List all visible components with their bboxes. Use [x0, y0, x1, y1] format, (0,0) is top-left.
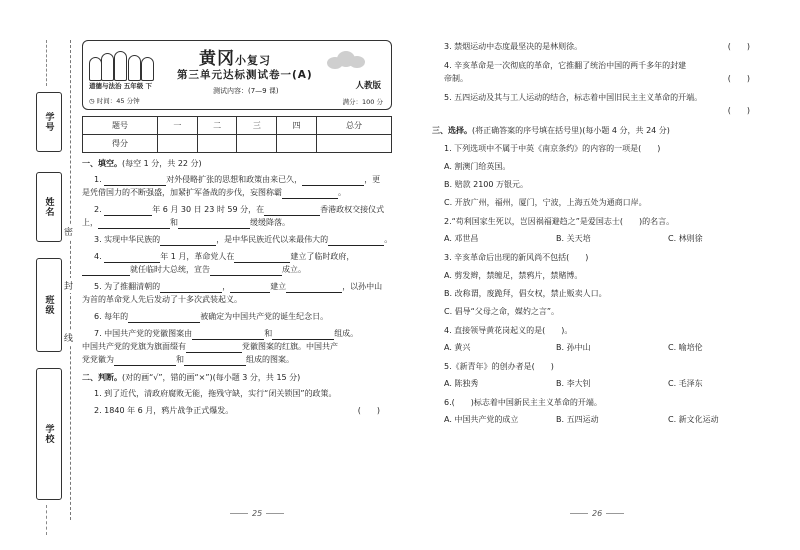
choice-q4-option-c[interactable]: C. 喻培伦	[668, 343, 703, 352]
answer-blank[interactable]	[160, 235, 216, 246]
choice-q6-stem: 6.( )标志着中国新民主主义革命的开端。	[444, 398, 602, 407]
choice-q3-option-b[interactable]: B. 改称谓，废跪拜，倡女权，禁止贩卖人口。	[444, 289, 607, 298]
answer-paren[interactable]: ( )	[727, 42, 750, 51]
children-illustration	[87, 45, 161, 81]
question-7-cont: 中国共产党的党旗为旗面缀有 党徽图案的红旗。中国共产	[82, 342, 338, 351]
judge-item-5: 5. 五四运动及其与工人运动的结合，标志着中国旧民主主义革命的开端。	[444, 93, 703, 102]
answer-blank[interactable]	[286, 282, 342, 293]
question-5-cont: 为首的革命党人先后发动了十多次武装起义。	[82, 295, 242, 304]
subject-grade: 道德与法治 五年级 下	[89, 82, 153, 90]
question-2-cont: 上， 和 缓缓降落。	[82, 218, 290, 227]
class-box	[36, 258, 62, 352]
judge-item-1: 1. 到了近代，清政府腐败无能，拖残守缺，实行“闭关锁国”的政策。	[94, 389, 337, 398]
edition-label: 人教版	[355, 81, 381, 91]
full-score: 满分：100 分	[342, 98, 383, 106]
choice-q1-stem: 1. 下列选项中不属于中英《南京条约》的内容的一项是( )	[444, 144, 661, 153]
answer-paren[interactable]: ( )	[727, 106, 750, 115]
score-table-score-row: 得分	[83, 135, 392, 153]
time-limit: ◷ 时间：45 分钟	[89, 97, 140, 105]
cloud-icon	[327, 51, 365, 69]
question-4-cont: 就任临时大总统，宣告 成立。	[82, 263, 392, 276]
cut-dash	[46, 505, 47, 535]
choice-q4-stem: 4. 直接领导黄花岗起义的是( )。	[444, 326, 573, 335]
answer-blank[interactable]	[184, 355, 246, 366]
section-choice-heading: 三、选择。(将正确答案的序号填在括号里)(每小题 4 分，共 24 分)	[432, 126, 670, 135]
score-cell[interactable]	[277, 135, 317, 153]
answer-blank[interactable]	[282, 188, 338, 199]
question-7-cont: 党党徽为 和 组成的图案。	[82, 355, 294, 364]
judge-item-5-paren-row	[432, 104, 762, 117]
seal-char: 封	[64, 278, 73, 293]
choice-q5-option-a[interactable]: A. 陈独秀	[444, 379, 479, 388]
section-fill-blank-heading: 一、填空。(每空 1 分，共 22 分)	[82, 159, 202, 168]
judge-item-3: 3. 禁烟运动中态度最坚决的是林则徐。 ( )	[444, 42, 750, 51]
answer-blank[interactable]	[234, 252, 290, 263]
answer-blank[interactable]	[302, 175, 364, 186]
answer-blank[interactable]	[160, 282, 222, 293]
test-scope: 测试内容：(7—9 课)	[213, 87, 279, 95]
choice-q3-stem: 3. 辛亥革命后出现的新风尚不包括( )	[444, 253, 589, 262]
answer-blank[interactable]	[230, 282, 270, 293]
answer-blank[interactable]	[82, 265, 130, 276]
answer-blank[interactable]	[114, 355, 176, 366]
question-1-cont: 是凭借国力的不断强盛，加紧扩军备战的步伐，妄图称霸 。	[82, 188, 346, 197]
judge-item-4: 4. 辛亥革命是一次彻底的革命，它推翻了统治中国的两千多年的封建	[444, 61, 687, 70]
choice-q4-option-a[interactable]: A. 黄兴	[444, 343, 471, 352]
binding-strip	[0, 0, 72, 550]
choice-q2-options	[432, 232, 762, 245]
choice-q6-options	[432, 413, 762, 426]
judge-item-2: 2. 1840 年 6 月，鸦片战争正式爆发。 ( )	[94, 406, 380, 415]
choice-q2-option-c[interactable]: C. 林则徐	[668, 234, 703, 243]
choice-q5-stem: 5.《新青年》的创办者是( )	[444, 362, 554, 371]
score-cell[interactable]	[237, 135, 277, 153]
class-label: 班级	[43, 295, 54, 315]
page-number-left: 25	[226, 509, 288, 518]
answer-blank[interactable]	[128, 312, 200, 323]
answer-blank[interactable]	[272, 329, 334, 340]
choice-q2-option-a[interactable]: A. 邓世昌	[444, 234, 479, 243]
question-3: 3. 实现中华民族的 ，是中华民族近代以来最伟大的 。	[94, 235, 393, 244]
question-4: 4. 年 1 月，革命党人在 建立了临时政府，	[94, 252, 355, 261]
brand-title: 黄冈小复习	[199, 49, 271, 69]
answer-blank[interactable]	[104, 205, 152, 216]
name-label: 姓名	[43, 197, 54, 217]
question-7: 7. 中国共产党的党徽图案由 和 组成。	[94, 329, 359, 338]
answer-blank[interactable]	[210, 265, 282, 276]
right-page	[432, 40, 762, 426]
choice-q3-option-a[interactable]: A. 剪发辫，禁缠足，禁鸦片，禁赌博。	[444, 271, 583, 280]
score-table	[82, 116, 392, 153]
choice-q1-option-c[interactable]: C. 开放广州，福州，厦门，宁波，上海五处为通商口岸。	[444, 198, 647, 207]
school-label: 学校	[43, 424, 54, 444]
question-5: 5. 为了推翻清朝的 ， 建立 ，以孙中山	[94, 282, 383, 291]
answer-blank[interactable]	[178, 218, 250, 229]
score-cell[interactable]	[316, 135, 391, 153]
answer-blank[interactable]	[264, 205, 320, 216]
question-1: 1. 对外侵略扩张的思想和政策由来已久， ，更	[94, 175, 381, 184]
choice-q3-option-c[interactable]: C. 倡导“父母之命，媒妁之言”。	[444, 307, 559, 316]
score-table-header-row: 题号 一 二 三 四 总分	[83, 117, 392, 135]
choice-q6-option-a[interactable]: A. 中国共产党的成立	[444, 415, 519, 424]
name-box	[36, 172, 62, 242]
school-box	[36, 368, 62, 500]
score-cell[interactable]	[158, 135, 198, 153]
score-cell[interactable]	[197, 135, 237, 153]
seal-char: 密	[64, 224, 73, 239]
choice-q1-option-b[interactable]: B. 赔款 2100 万银元。	[444, 180, 529, 189]
choice-q5-option-b[interactable]: B. 李大钊	[556, 379, 591, 388]
choice-q2-stem: 2.“苟利国家生死以，岂因祸福避趋之”是爱国志士( )的名言。	[444, 217, 675, 226]
exam-header	[82, 40, 392, 110]
cut-dash	[46, 40, 47, 86]
answer-blank[interactable]	[104, 175, 166, 186]
seal-char: 线	[64, 330, 73, 345]
choice-q1-option-a[interactable]: A. 割澳门给英国。	[444, 162, 511, 171]
answer-blank[interactable]	[98, 218, 170, 229]
student-id-box	[36, 92, 62, 152]
section-judge-heading: 二、判断。(对的画“√”，错的画“×”)(每小题 3 分，共 15 分)	[82, 373, 301, 382]
answer-blank[interactable]	[192, 329, 264, 340]
choice-q5-option-c[interactable]: C. 毛泽东	[668, 379, 703, 388]
answer-blank[interactable]	[328, 235, 384, 246]
answer-blank[interactable]	[104, 252, 160, 263]
answer-blank[interactable]	[186, 342, 242, 353]
question-6: 6. 每年的 被确定为中国共产党的诞生纪念日。	[94, 312, 329, 321]
answer-paren[interactable]: ( )	[727, 74, 750, 83]
question-2: 2. 年 6 月 30 日 23 时 59 分，在 香港政权交接仪式	[94, 205, 385, 214]
left-page	[82, 40, 392, 417]
judge-item-4-cont: 帝制。 ( )	[444, 74, 750, 83]
choice-q4-option-b[interactable]: B. 孙中山	[556, 343, 591, 352]
student-id-label: 学号	[43, 112, 54, 132]
choice-q4-options	[432, 341, 762, 354]
exam-title: 第三单元达标测试卷一(A)	[177, 69, 313, 81]
choice-q6-option-b[interactable]: B. 五四运动	[556, 415, 599, 424]
answer-paren[interactable]: ( )	[357, 406, 380, 415]
choice-q6-option-c[interactable]: C. 新文化运动	[668, 415, 719, 424]
choice-q5-options	[432, 377, 762, 390]
page-number-right: 26	[566, 509, 628, 518]
choice-q2-option-b[interactable]: B. 关天培	[556, 234, 591, 243]
